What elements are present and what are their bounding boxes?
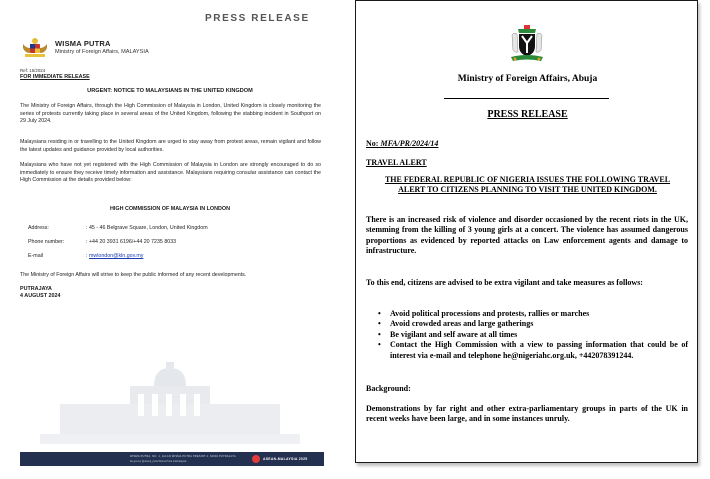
travel-alert-label: TRAVEL ALERT [366,158,427,167]
paragraph-advice: Malaysians residing in or travelling to the United Kingdom are urged to stay away from protest areas, remain vigilant and follow the latest updates and guidance provided by local authorities. [20,139,321,153]
press-release-title: PRESS RELEASE [487,109,568,120]
malaysia-press-release [0,0,340,479]
paragraph-registration: Malaysians who have not yet registered with the High Commission of Malaysia in London are strongly encouraged to do so immediately to ensure they receive timely information and assistance. Malaysians requiring consular assistance can contact the High Commission at the details provided below: [20,162,321,184]
contact-email [28,253,143,259]
reference-number [366,139,438,148]
contact-label: Phone number: [28,239,65,245]
nigeria-press-release [355,0,698,463]
ministry-name: WISMA PUTRA [55,39,111,48]
reference-number: Ref: 15/2024 [20,68,46,73]
measures-list [378,309,688,361]
asean-brand: ASEAN-MALAYSIA 2025 [263,457,308,461]
closing-statement: The Ministry of Foreign Affairs will strive to keep the public informed of any recent developments. [20,272,247,278]
ministry-title: Ministry of Foreign Affairs, Abuja [457,74,598,84]
list-item: • Be vigilant and self aware at all times [378,330,688,340]
contact-separator: : [86,253,89,259]
notice-heading: URGENT: NOTICE TO MALAYSIANS IN THE UNITED KINGDOM [87,88,253,94]
ministry-subtitle: Ministry of Foreign Affairs, MALAYSIA [55,49,149,55]
nigeria-coat-of-arms-icon [506,23,548,65]
paragraph-risk: There is an increased risk of violence and disorder occasioned by the recent riots in the UK, stemming from the killing of 3 young girls at a concert. The violence has assumed dangerous proportions as evidenced by reported attacks on Law enforcement agents and damage to infrastructure. [366,215,688,256]
list-item: • Avoid political processions and protests, rallies or marches [378,309,688,319]
signoff-date: 4 AUGUST 2024 [20,293,61,299]
paragraph-advice: To this end, citizens are advised to be extra vigilant and take measures as follows: [366,278,643,287]
signoff [20,286,61,300]
list-item: • Avoid crowded areas and large gatherings [378,319,688,329]
contact-label: E-mail [28,253,44,259]
paragraph-monitoring: The Ministry of Foreign Affairs, through the High Commission of Malaysia in London, United Kingdom is closely monitoring the series of protests currently taking place in several areas of the United Kingdom, following the stabbing incident in Southport on 29 July 2024. [20,103,321,125]
malaysia-coat-of-arms-icon [20,37,50,59]
contact-value: : +44 20 3931 6196/+44 20 7235 8033 [86,239,177,245]
divider [444,98,609,99]
footer-bar [20,452,324,466]
paragraph-background: Demonstrations by far right and other extra-parliamentary groups in parts of the UK in recent weeks have been large, and in some instances unruly. [366,404,688,424]
alert-headline: THE FEDERAL REPUBLIC OF NIGERIA ISSUES THE FOLLOWING TRAVEL ALERT TO CITIZENS PLANNING TO VISIT THE UNITED KINGDOM. [384,175,671,195]
reference-label: No: [366,139,379,148]
building-watermark-icon [20,360,320,450]
email-link[interactable]: mwlondon@kln.gov.my [88,253,144,259]
asean-logo-icon [252,455,260,463]
footer-address: WISMA PUTRA, NO. 1, JALAN WISMA PUTRA PRESINT 2, 62602 PUTRAJAYA [130,455,236,458]
immediate-release-label: FOR IMMEDIATE RELEASE [20,74,90,80]
signoff-place: PUTRAJAYA [20,286,52,292]
contact-phone [28,239,176,245]
reference-value: MFA/PR/2024/14 [380,139,439,148]
press-release-title: PRESS RELEASE [205,13,310,24]
footer-social: kln.gov.my @wisma_putra Wisma Putra mfamalaysia [130,460,187,463]
high-commission-heading: HIGH COMMISSION OF MALAYSIA IN LONDON [110,206,230,212]
contact-label: Address: [28,225,49,231]
contact-address [28,225,208,231]
list-item: • Contact the High Commission with a view to passing information that could be of interest via e-mail and telephone he@nigeriahc.org.uk, +442078391244. [378,340,688,361]
background-label: Background: [366,384,411,393]
contact-value: : 45 - 46 Belgrave Square, London, United Kingdom [86,225,208,231]
